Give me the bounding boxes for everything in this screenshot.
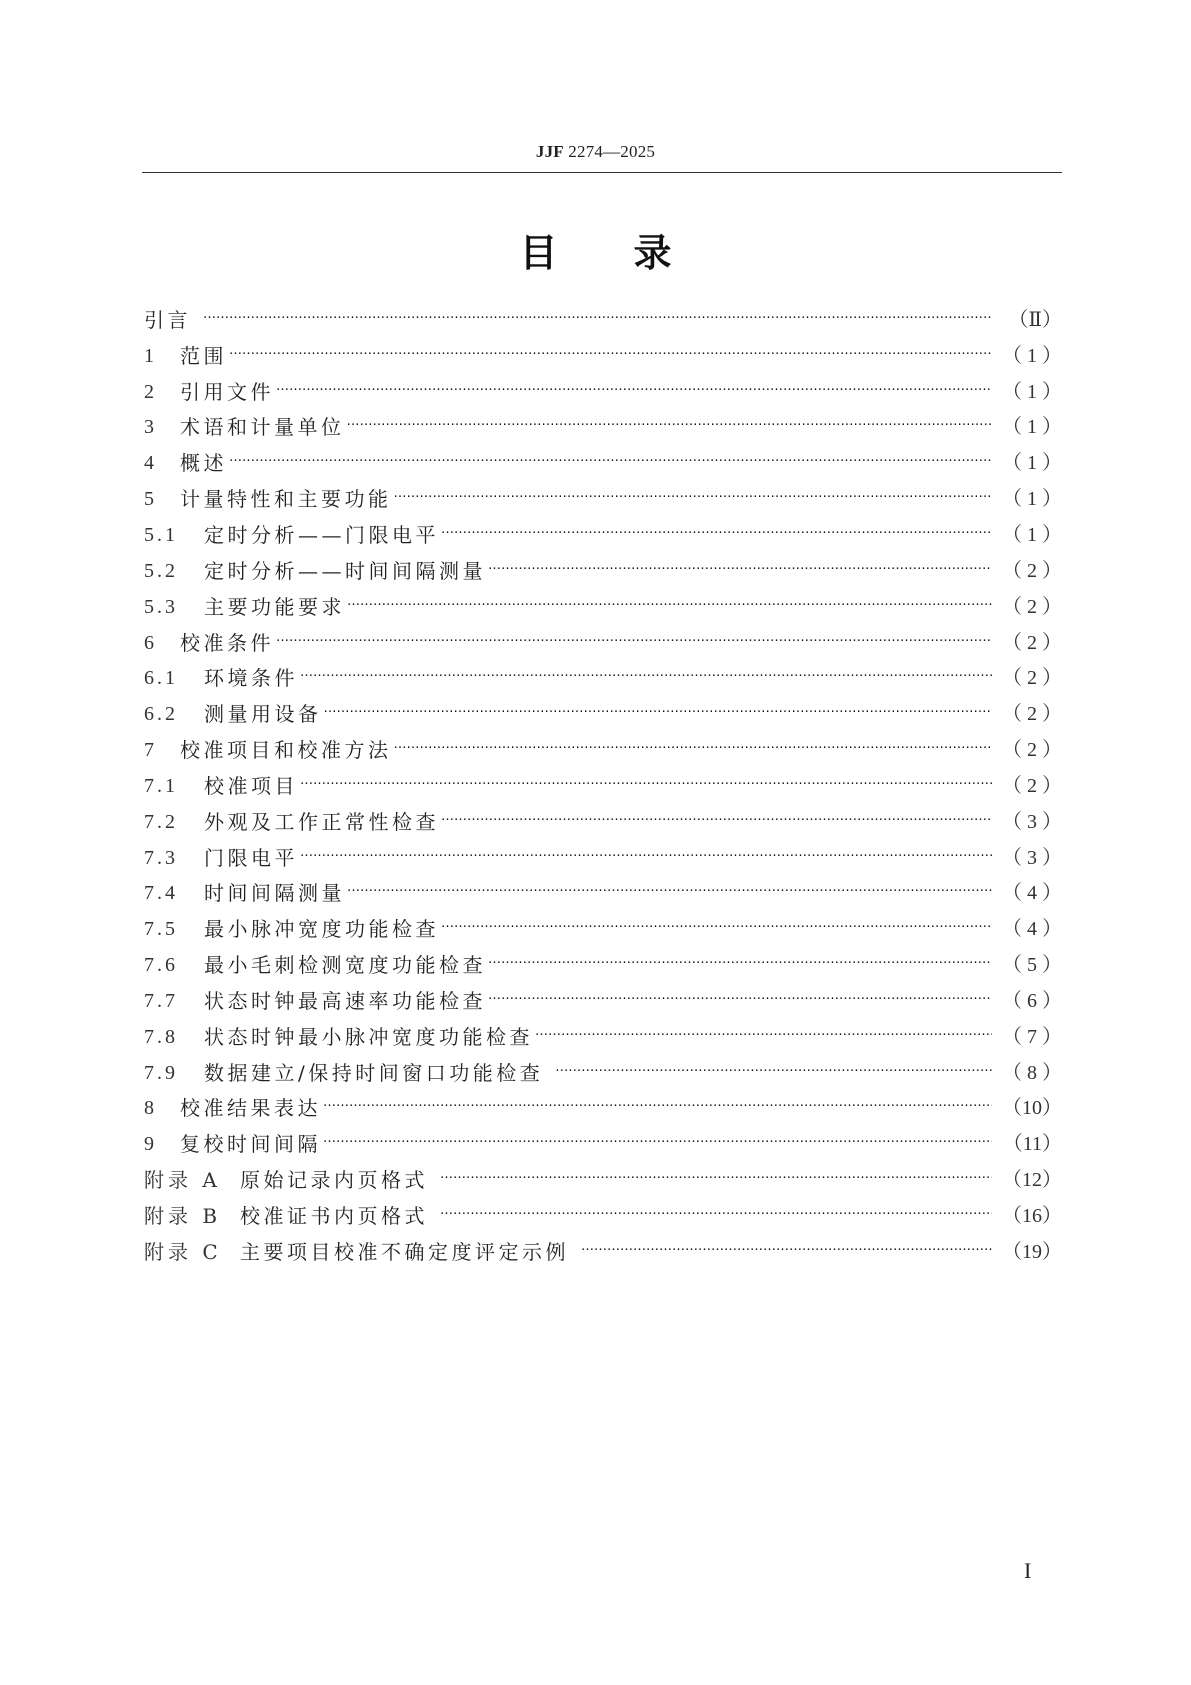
header-rule <box>142 172 1062 173</box>
toc-entry-label: 数据建立/保持时间窗口功能检查 <box>204 1060 544 1085</box>
toc-entry[interactable] <box>144 553 1062 589</box>
leader-dots <box>440 1206 992 1226</box>
leader-dots <box>203 310 992 330</box>
toc-entry[interactable] <box>144 374 1062 410</box>
toc-entry-label: 外观及工作正常性检查 <box>204 809 439 834</box>
toc-entry-page: （ 2 ） <box>1002 703 1062 726</box>
toc-entry[interactable] <box>144 589 1062 625</box>
toc-entry[interactable] <box>144 1126 1062 1162</box>
toc-entry-label: 概述 <box>180 451 227 476</box>
leader-dots <box>440 1170 992 1190</box>
leader-dots <box>300 848 992 868</box>
toc-entry-number: 5.1 <box>144 523 178 546</box>
toc-entry-number: 附录 C <box>144 1239 222 1264</box>
leader-dots <box>276 382 992 402</box>
toc-entry-label: 状态时钟最高速率功能检查 <box>204 988 486 1013</box>
toc-entry[interactable] <box>144 983 1062 1019</box>
toc-entry-number: 5 <box>144 488 154 511</box>
toc-entry-page: （ 1 ） <box>1002 452 1062 475</box>
toc-entry-label: 术语和计量单位 <box>180 415 345 440</box>
toc-entry-page: （ 1 ） <box>1002 344 1062 367</box>
toc-entry-label: 校准条件 <box>180 630 274 655</box>
standard-number: 2274—2025 <box>563 142 656 161</box>
toc-entry-page: （ 7 ） <box>1002 1025 1062 1048</box>
toc-entry-number: 6.2 <box>144 703 178 726</box>
toc-entry[interactable] <box>144 517 1062 553</box>
toc-entry-page: （ 4 ） <box>1002 882 1062 905</box>
toc-entry-number: 5.2 <box>144 559 178 582</box>
toc-entry-page: （ 5 ） <box>1002 954 1062 977</box>
toc-entry-number: 7 <box>144 739 154 762</box>
toc-entry-page: （ 2 ） <box>1002 774 1062 797</box>
toc-entry-number: 7.2 <box>144 810 178 833</box>
title-char-1: 目 <box>519 231 558 275</box>
toc-entry-page: （11） <box>1002 1133 1062 1156</box>
leader-dots <box>276 633 992 653</box>
leader-dots <box>488 991 992 1011</box>
toc-entry-appendix[interactable] <box>144 1198 1062 1234</box>
toc-entry-page: （ 2 ） <box>1002 559 1062 582</box>
toc-entry-label: 最小脉冲宽度功能检查 <box>204 917 439 942</box>
leader-dots <box>441 525 992 545</box>
leader-dots <box>323 1134 992 1154</box>
toc-entry-page: （ 3 ） <box>1002 810 1062 833</box>
leader-dots <box>535 1027 992 1047</box>
toc-entry-number: 2 <box>144 380 154 403</box>
leader-dots <box>347 883 992 903</box>
toc-entry-number: 7.1 <box>144 774 178 797</box>
toc-entry-number: 7.6 <box>144 954 178 977</box>
toc-entry[interactable] <box>144 804 1062 840</box>
page-title <box>0 222 1191 277</box>
toc-entry-page: （ 1 ） <box>1002 523 1062 546</box>
toc-entry-number: 7.5 <box>144 918 178 941</box>
toc-entry-label: 计量特性和主要功能 <box>180 487 392 512</box>
toc-entry[interactable] <box>144 768 1062 804</box>
table-of-contents <box>144 302 1062 1270</box>
toc-entry-page: （ 3 ） <box>1002 846 1062 869</box>
toc-entry-page: （ 2 ） <box>1002 631 1062 654</box>
toc-entry-number: 附录 A <box>144 1168 221 1193</box>
toc-entry-page: （ 1 ） <box>1002 416 1062 439</box>
toc-entry-number: 8 <box>144 1097 154 1120</box>
title-char-2: 录 <box>633 231 672 275</box>
leader-dots <box>347 417 993 437</box>
toc-entry[interactable] <box>144 840 1062 876</box>
leader-dots <box>323 1098 992 1118</box>
leader-dots <box>441 812 992 832</box>
toc-entry[interactable] <box>144 625 1062 661</box>
leader-dots <box>394 740 993 760</box>
leader-dots <box>347 597 992 617</box>
toc-entry[interactable] <box>144 660 1062 696</box>
toc-entry-page: （Ⅱ） <box>1008 308 1062 331</box>
toc-entry-label: 状态时钟最小脉冲宽度功能检查 <box>204 1024 533 1049</box>
toc-entry-page: （ 8 ） <box>1002 1061 1062 1084</box>
toc-entry[interactable] <box>144 696 1062 732</box>
leader-dots <box>229 346 992 366</box>
toc-entry[interactable] <box>144 445 1062 481</box>
toc-entry-label: 引言 <box>144 307 191 332</box>
toc-entry-number: 3 <box>144 416 154 439</box>
toc-entry-label: 原始记录内页格式 <box>240 1168 428 1193</box>
toc-entry[interactable] <box>144 732 1062 768</box>
toc-entry-appendix[interactable] <box>144 1162 1062 1198</box>
standard-prefix: JJF <box>535 142 564 161</box>
toc-entry-label: 校准证书内页格式 <box>240 1204 428 1229</box>
leader-dots <box>488 955 992 975</box>
page-folio: I <box>1024 1558 1032 1583</box>
toc-entry-label: 环境条件 <box>204 666 298 691</box>
leader-dots <box>555 1063 992 1083</box>
toc-entry-number: 7.8 <box>144 1025 178 1048</box>
toc-entry-label: 主要功能要求 <box>204 594 345 619</box>
toc-entry-number: 附录 B <box>144 1204 222 1229</box>
leader-dots <box>394 489 993 509</box>
standard-code-header <box>0 142 1191 162</box>
toc-entry-label: 测量用设备 <box>204 702 322 727</box>
toc-entry-label: 范围 <box>180 343 227 368</box>
toc-entry[interactable] <box>144 1091 1062 1127</box>
toc-entry[interactable] <box>144 911 1062 947</box>
toc-entry-number: 6.1 <box>144 667 178 690</box>
leader-dots <box>300 776 992 796</box>
toc-entry-number: 6 <box>144 631 154 654</box>
toc-entry-page: （ 1 ） <box>1002 488 1062 511</box>
toc-entry-number: 1 <box>144 344 154 367</box>
toc-entry-appendix[interactable] <box>144 1234 1062 1270</box>
toc-entry-number: 7.9 <box>144 1061 178 1084</box>
toc-entry-page: （ 2 ） <box>1002 595 1062 618</box>
toc-entry-label: 门限电平 <box>204 845 298 870</box>
toc-entry-number: 4 <box>144 452 154 475</box>
toc-entry-label: 引用文件 <box>180 379 274 404</box>
leader-dots <box>488 561 992 581</box>
toc-entry-label: 复校时间间隔 <box>180 1132 321 1157</box>
toc-entry-number: 7.4 <box>144 882 178 905</box>
toc-entry[interactable] <box>144 1019 1062 1055</box>
toc-entry-number: 7.7 <box>144 989 178 1012</box>
toc-entry-label: 校准结果表达 <box>180 1096 321 1121</box>
leader-dots <box>324 704 993 724</box>
toc-entry-label: 主要项目校准不确定度评定示例 <box>240 1239 569 1264</box>
toc-entry-number: 5.3 <box>144 595 178 618</box>
toc-entry-page: （10） <box>1002 1097 1062 1120</box>
toc-entry-label: 校准项目和校准方法 <box>180 738 392 763</box>
toc-entry-page: （ 4 ） <box>1002 918 1062 941</box>
toc-entry[interactable] <box>144 947 1062 983</box>
toc-entry[interactable] <box>144 410 1062 446</box>
toc-entry-introduction[interactable] <box>144 302 1062 338</box>
toc-entry[interactable] <box>144 338 1062 374</box>
leader-dots <box>300 668 992 688</box>
toc-entry-label: 最小毛刺检测宽度功能检查 <box>204 953 486 978</box>
leader-dots <box>581 1242 992 1262</box>
toc-entry[interactable] <box>144 481 1062 517</box>
toc-entry-page: （12） <box>1002 1169 1062 1192</box>
leader-dots <box>441 919 992 939</box>
toc-entry-page: （19） <box>1002 1240 1062 1263</box>
toc-entry-label: 校准项目 <box>204 773 298 798</box>
toc-entry-label: 定时分析——时间间隔测量 <box>204 558 486 583</box>
leader-dots <box>229 453 992 473</box>
toc-entry-page: （ 1 ） <box>1002 380 1062 403</box>
toc-entry-page: （ 2 ） <box>1002 667 1062 690</box>
toc-entry[interactable] <box>144 876 1062 912</box>
toc-entry[interactable] <box>144 1055 1062 1091</box>
toc-entry-page: （ 2 ） <box>1002 739 1062 762</box>
toc-entry-page: （ 6 ） <box>1002 989 1062 1012</box>
toc-entry-page: （16） <box>1002 1205 1062 1228</box>
toc-entry-label: 时间间隔测量 <box>204 881 345 906</box>
toc-entry-number: 7.3 <box>144 846 178 869</box>
toc-entry-number: 9 <box>144 1133 154 1156</box>
toc-entry-label: 定时分析——门限电平 <box>204 522 439 547</box>
